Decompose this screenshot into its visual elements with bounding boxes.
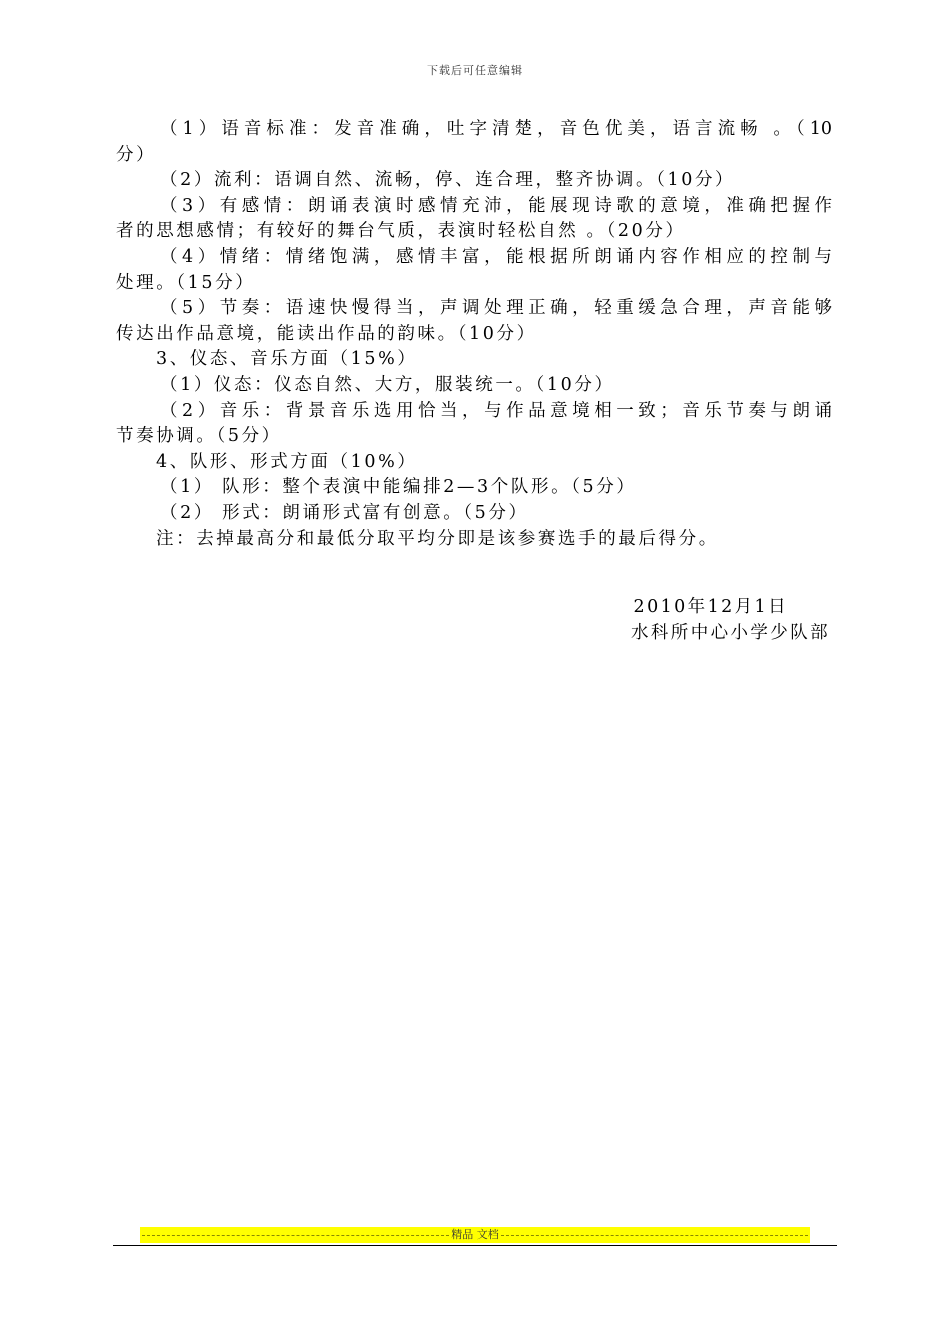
document-body — [116, 117, 832, 552]
criterion-pronunciation-line-2: 分） — [116, 144, 157, 165]
criterion-form: （2） 形式：朗诵形式富有创意。（5分） — [160, 502, 529, 523]
signature-block — [631, 594, 830, 646]
criterion-music-line-1: （2）音乐：背景音乐选用恰当，与作品意境相一致；音乐节奏与朗诵 — [160, 400, 832, 421]
criterion-mood-line-2: 处理。（15分） — [116, 272, 256, 293]
section-heading-manner-music: 3、仪态、音乐方面（15%） — [156, 349, 418, 370]
signature-organization: 水科所中心小学少队部 — [631, 623, 830, 643]
footer-rule — [113, 1245, 837, 1246]
criterion-emotion-line-2: 者的思想感情；有较好的舞台气质，表演时轻松自然 。（20分） — [116, 221, 686, 242]
criterion-music-line-2: 节奏协调。（5分） — [116, 426, 282, 447]
footer-dash-left — [142, 1235, 449, 1236]
criterion-manner: （1）仪态：仪态自然、大方，服装统一。（10分） — [160, 374, 615, 395]
criterion-rhythm-line-2: 传达出作品意境，能读出作品的韵味。（10分） — [116, 323, 537, 344]
criterion-rhythm-line-1: （5）节奏：语速快慢得当，声调处理正确，轻重缓急合理，声音能够 — [160, 298, 832, 319]
criterion-mood-line-1: （4）情绪：情绪饱满，感情丰富，能根据所朗诵内容作相应的控制与 — [160, 246, 832, 267]
criterion-pronunciation-line-1: （1）语音标准：发音准确，吐字清楚，音色优美，语言流畅 。（10 — [160, 119, 832, 139]
footer-banner — [140, 1227, 810, 1243]
criterion-emotion-line-1: （3）有感情：朗诵表演时感情充沛，能展现诗歌的意境，准确把握作 — [160, 195, 832, 216]
page-header: 下载后可任意编辑 — [427, 64, 523, 77]
footer-dash-right — [501, 1235, 808, 1236]
criterion-fluency: （2）流利：语调自然、流畅，停、连合理，整齐协调。（10分） — [160, 170, 736, 191]
signature-date: 2010年12月1日 — [633, 597, 788, 617]
section-heading-formation: 4、队形、形式方面（10%） — [156, 451, 418, 472]
scoring-note: 注：去掉最高分和最低分取平均分即是该参赛选手的最后得分。 — [156, 528, 719, 549]
footer-label: 精品 文档 — [451, 1228, 499, 1241]
criterion-formation: （1） 队形：整个表演中能编排2—3个队形。（5分） — [160, 477, 637, 498]
